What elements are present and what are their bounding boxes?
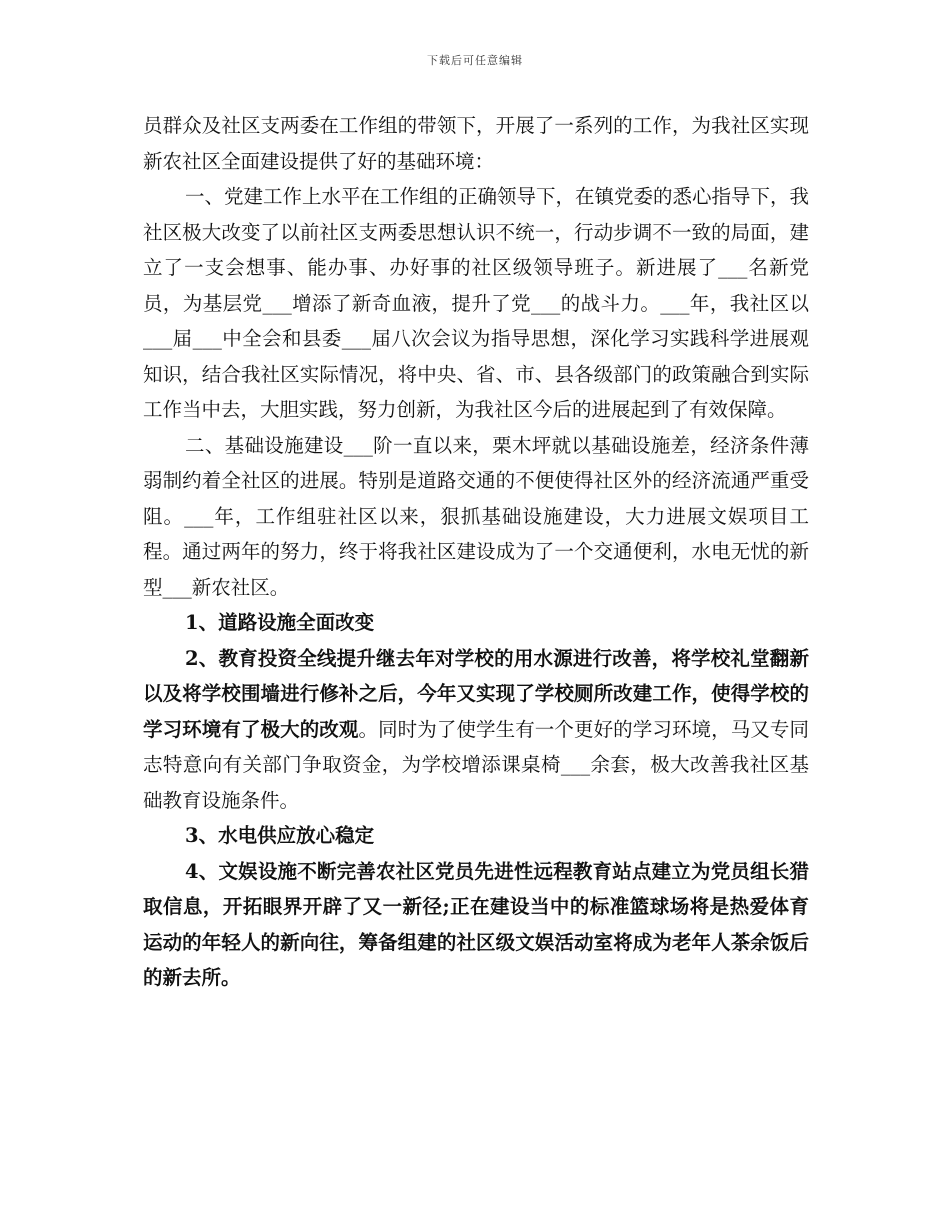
paragraph-infrastructure: 二、基础设施建设___阶一直以来，栗木坪就以基础设施差，经济条件薄弱制约着全社区的进展。特别是道路交通的不便使得社区外的经济流通严重受阻。___年，工作组驻社区以来，狠抓基础设施建设，大力进展文娱项目工程。通过两年的努力，终于将我社区建设成为了一个交通便利，水电无忧的新型___新农社区。 — [143, 433, 809, 599]
paragraph-culture-facilities: 4、文娱设施不断完善农社区党员先进性远程教育站点建立为党员组长猎取信息，开拓眼界开辟了又一新径;正在建设当中的标准篮球场将是热爱体育运动的年轻人的新向往，筹备组建的社区级文娱活动室将成为老年人茶余饭后的新去所。 — [143, 859, 809, 989]
paragraph-intro-continuation: 员群众及社区支两委在工作组的带领下，开展了一系列的工作，为我社区实现新农社区全面建设提供了好的基础环境： — [143, 114, 809, 173]
document-body — [143, 108, 809, 996]
page-header-note: 下载后可任意编辑 — [427, 54, 523, 67]
education-bold-lead: 2、教育投资全线提升继去年对学校的用水源进行改善，将学校礼堂翻新以及将学校围墙进行修补之后，今年又实现了学校厕所改建工作，使得学校的学习环境有了极大的改观 — [143, 646, 809, 741]
education-rest: 。同时为了使学生有一个更好的学习环境，马又专同志特意向有关部门争取资金，为学校增添课桌椅___余套，极大改善我社区基础教育设施条件。 — [143, 717, 809, 812]
paragraph-education — [143, 641, 809, 819]
heading-water-power: 3、水电供应放心稳定 — [185, 824, 375, 847]
paragraph-party-building: 一、党建工作上水平在工作组的正确领导下，在镇党委的悉心指导下，我社区极大改变了以前社区支两委思想认识不统一，行动步调不一致的局面，建立了一支会想事、能办事、办好事的社区级领导班子。新进展了___名新党员，为基层党___增添了新奇血液，提升了党___的战斗力。___年，我社区以___届___中全会和县委___届八次会议为指导思想，深化学习实践科学进展观知识，结合我社区实际情况，将中央、省、市、县各级部门的政策融合到实际工作当中去，大胆实践，努力创新，为我社区今后的进展起到了有效保障。 — [143, 185, 810, 421]
heading-roads: 1、道路设施全面改变 — [185, 611, 375, 634]
